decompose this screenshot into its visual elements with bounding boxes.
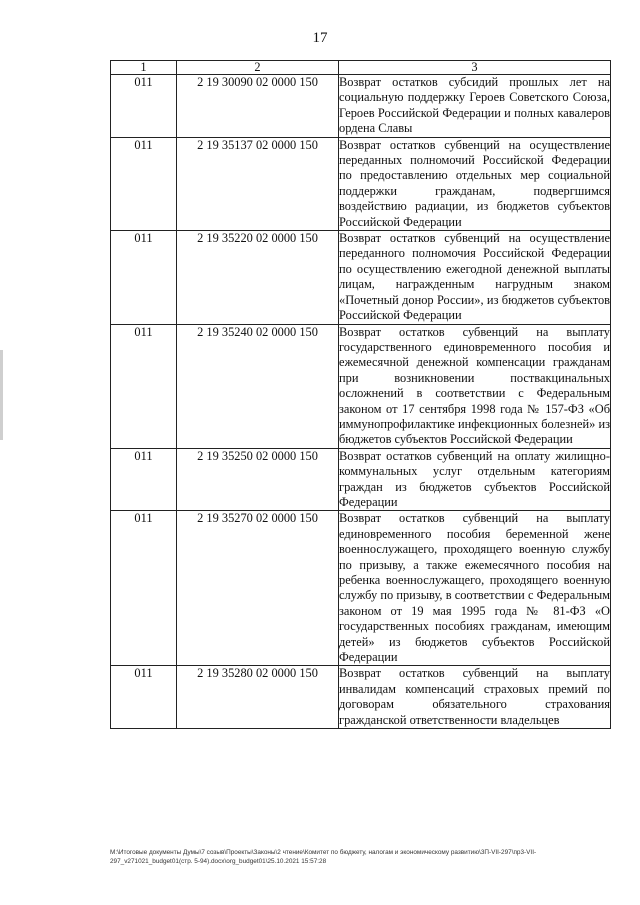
kbk-code-cell: 2 19 35270 02 0000 150 <box>177 511 339 666</box>
budget-classification-table <box>110 60 611 729</box>
kbk-code-cell: 2 19 35250 02 0000 150 <box>177 448 339 511</box>
scan-edge-mark <box>0 350 3 440</box>
header-col-1: 1 <box>111 61 177 75</box>
footer-path-line-1: М:\Итоговые документы Думы\7 созыв\Проекты\Законы\2 чтение\Комитет по бюджету, налогам и экономическому развитию\3П-VII-297\пр3-VII- <box>110 849 537 856</box>
header-col-2: 2 <box>177 61 339 75</box>
description-cell: Возврат остатков субвенций на выплату единовременного пособия беременной жене военнослужащего, проходящего военную службу по призыву, а также ежемесячного пособия на ребенка военнослужащего, проходящего военную службу по призыву, в соответствии с Федеральным законом от 19 мая 1995 года № 81-ФЗ «О государственных пособиях гражданам, имеющим детей» из бюджетов субъектов Российской Федерации <box>339 511 610 665</box>
table-row <box>111 75 611 138</box>
kbk-code-cell: 2 19 35137 02 0000 150 <box>177 137 339 230</box>
kbk-code-cell: 2 19 30090 02 0000 150 <box>177 75 339 138</box>
admin-code-cell: 011 <box>111 511 177 666</box>
table-row <box>111 448 611 511</box>
admin-code-cell: 011 <box>111 448 177 511</box>
admin-code-cell: 011 <box>111 666 177 729</box>
table-row <box>111 666 611 729</box>
table-row <box>111 137 611 230</box>
description-cell: Возврат остатков субвенций на оплату жилищно-коммунальных услуг отдельным категориям граждан из бюджетов субъектов Российской Федерации <box>339 448 610 509</box>
table-header-row <box>111 61 611 75</box>
table-row <box>111 324 611 448</box>
table-row <box>111 511 611 666</box>
description-cell: Возврат остатков субсидий прошлых лет на социальную поддержку Героев Советского Союза, Героев Российской Федерации и полных кавалеров ордена Славы <box>339 75 610 136</box>
description-cell: Возврат остатков субвенций на выплату государственного единовременного пособия и ежемесячной денежной компенсации гражданам при возникновении поствакцинальных осложнений в соответствии с Федеральным законом от 17 сентября 1998 года № 157-ФЗ «Об иммунопрофилактике инфекционных болезней» из бюджетов субъектов Российской Федерации <box>339 324 610 447</box>
file-path-footer <box>110 848 620 866</box>
description-cell: Возврат остатков субвенций на выплату инвалидам компенсаций страховых премий по договорам обязательного страхования гражданской ответственности владельцев <box>339 666 610 727</box>
page-number: 17 <box>312 30 328 46</box>
admin-code-cell: 011 <box>111 75 177 138</box>
kbk-code-cell: 2 19 35240 02 0000 150 <box>177 324 339 448</box>
header-col-3: 3 <box>339 61 611 75</box>
kbk-code-cell: 2 19 35220 02 0000 150 <box>177 231 339 324</box>
footer-path-line-2: 297_v271021_budget01(стр. 5-94).docx\org_budget01\25.10.2021 15:57:28 <box>110 858 327 865</box>
description-cell: Возврат остатков субвенций на осуществление переданных полномочий Российской Федерации по предоставлению отдельных мер социальной поддержки гражданам, подвергшимся воздействию радиации, из бюджетов субъектов Российской Федерации <box>339 137 610 229</box>
admin-code-cell: 011 <box>111 324 177 448</box>
kbk-code-cell: 2 19 35280 02 0000 150 <box>177 666 339 729</box>
admin-code-cell: 011 <box>111 137 177 230</box>
description-cell: Возврат остатков субвенций на осуществление переданного полномочия Российской Федерации по осуществлению ежегодной денежной выплаты лицам, награжденным нагрудным знаком «Почетный донор России», из бюджетов субъектов Российской Федерации <box>339 231 610 323</box>
table-row <box>111 231 611 324</box>
admin-code-cell: 011 <box>111 231 177 324</box>
